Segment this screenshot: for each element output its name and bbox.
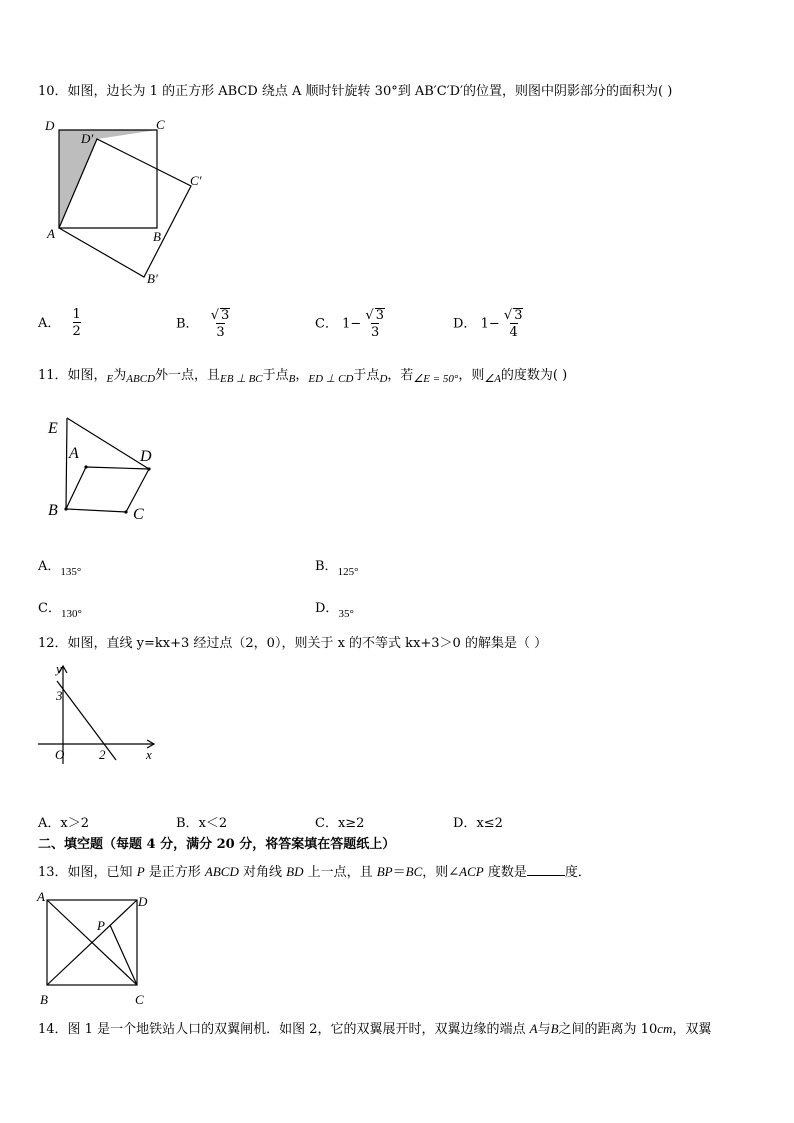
q12-label-2: 2 (99, 747, 106, 762)
q10-figure (40, 116, 220, 291)
q10-stem: 10．如图，边长为 1 的正方形 ABCD 绕点 A 顺时针旋转 30°到 AB′C′D′的位置，则图中阴影部分的面积为( ) (38, 84, 673, 99)
q10-label-d: D (45, 118, 55, 133)
q10-option-a[interactable]: A． $\frac{1}{2}$ (38, 307, 81, 339)
q12-option-b[interactable]: B．x＜2 (176, 816, 228, 831)
q13-stem: 13．如图，已知 P 是正方形 ABCD 对角线 BD 上一点，且 BP＝BC，则∠ACP 度数是 度． (38, 864, 591, 880)
q12-option-a[interactable]: A．x＞2 (38, 816, 89, 831)
q11-label-b: B (48, 502, 58, 519)
q12-option-c[interactable]: C．x≥2 (315, 816, 365, 831)
q11-label-d: D (140, 448, 152, 465)
q14-stem: 14．图 1 是一个地铁站人口的双翼闸机．如图 2，它的双翼展开时，双翼边缘的端点 A与B之间的距离为 10cm，双翼 (38, 1021, 712, 1037)
q12-graph (36, 660, 166, 770)
q12-line (57, 681, 116, 760)
q11-label-a: A (69, 445, 79, 462)
q13-label-d: D (138, 894, 148, 909)
q13-figure (34, 888, 164, 1010)
q13-segment-pc (110, 925, 137, 985)
q10-label-c: C (156, 117, 165, 132)
q11-stem: 11．如图，$_E$为$_{ABCD}$外一点，且$_{EB \perp BC}$于点$_B$，$_{ED \perp CD}$于点$_D$，若$_{\angle E = 50^\circ}$，则$_{\angle A}$的度数为( ) (38, 368, 568, 385)
q11-option-c[interactable]: C．$_{130^\circ}$ (38, 601, 82, 620)
q13-label-a: A (37, 889, 45, 904)
q10-option-b[interactable]: B． $\frac{√ 3}{3}$ (176, 308, 230, 340)
q10-option-d[interactable]: D． 1− $\frac{√ 3}{4}$ (453, 308, 523, 340)
q11-label-e: E (48, 420, 58, 437)
q11-option-b[interactable]: B．$_{125^\circ}$ (315, 559, 359, 578)
q11-figure (40, 412, 170, 527)
q11-label-c: C (133, 506, 144, 523)
q12-label-x: x (146, 747, 152, 762)
q10-label-bprime: B′ (147, 271, 158, 286)
q10-option-c[interactable]: C． 1− $\frac{√ 3}{3}$ (315, 308, 384, 340)
q10-label-a: A (47, 226, 55, 241)
q12-stem: 12．如图，直线 y=kx+3 经过点（2，0），则关于 x 的不等式 kx+3＞0 的解集是（ ） (38, 636, 548, 651)
q13-label-p: P (97, 918, 105, 933)
q10-label-cprime: C′ (190, 173, 202, 188)
q12-label-y: y (56, 661, 62, 676)
q12-option-d[interactable]: D．x≤2 (453, 816, 503, 831)
q10-label-b: B (153, 229, 161, 244)
q13-label-b: B (40, 992, 48, 1007)
section-2-heading: 二、填空题（每题 4 分，满分 20 分，将答案填在答题纸上） (38, 837, 396, 852)
q12-label-3: 3 (56, 688, 63, 703)
q11-option-d[interactable]: D．$_{35^\circ}$ (315, 601, 354, 620)
q10-label-dprime: D′ (81, 131, 94, 146)
q12-label-o: O (55, 747, 65, 762)
q11-option-a[interactable]: A．$_{135^\circ}$ (38, 559, 82, 578)
q13-answer-blank[interactable] (527, 875, 565, 876)
q13-label-c: C (135, 992, 144, 1007)
